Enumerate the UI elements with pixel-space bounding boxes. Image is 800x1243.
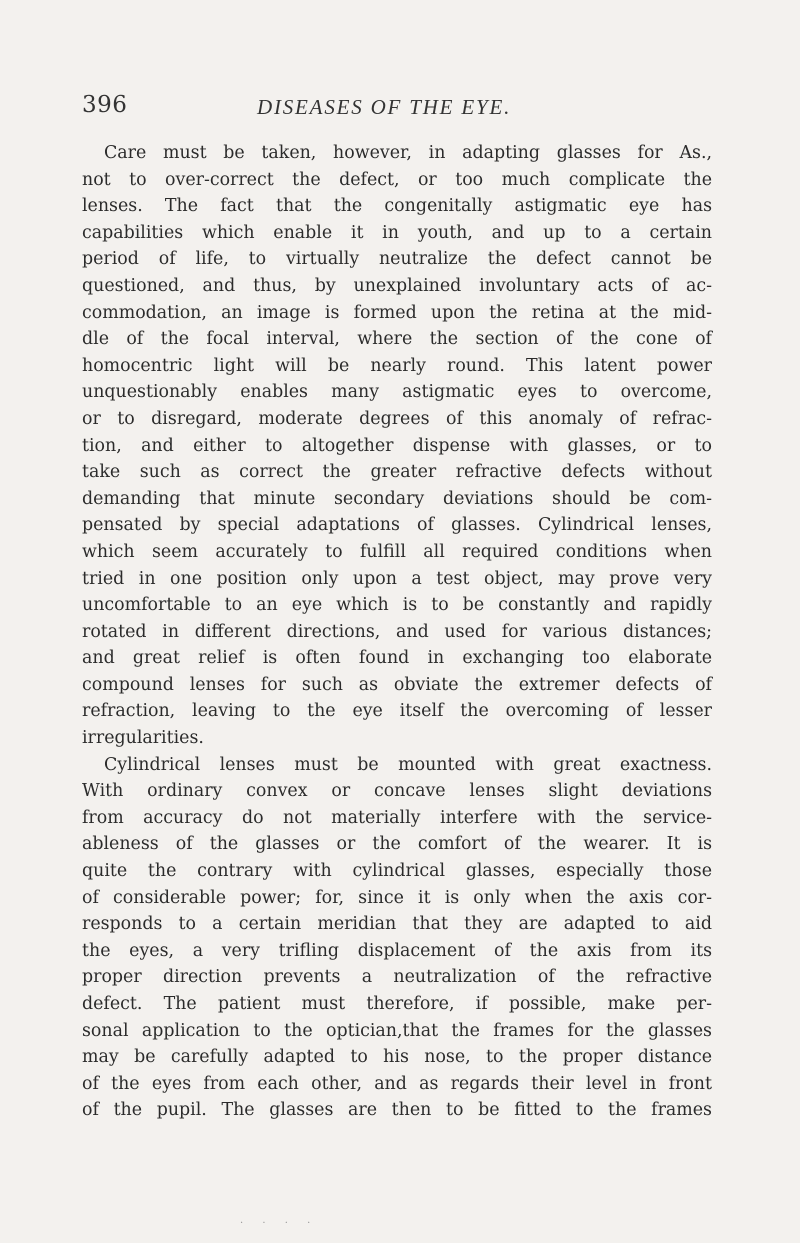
text-line: Cylindrical lenses must be mounted with great exactness. [104,754,712,775]
text-line: pensated by special adaptations of glasses. Cylindrical lenses, [82,515,712,536]
text-line: ableness of the glasses or the comfort of the wearer. It is [82,834,712,855]
text-line: uncomfortable to an eye which is to be constantly and rapidly [82,595,712,616]
text-line: which seem accurately to fulfill all required conditions when [82,541,712,562]
text-line: refraction, leaving to the eye itself the overcoming of lesser [82,701,712,722]
text-line: of the eyes from each other, and as regards their level in front [82,1073,712,1094]
print-smudge: · · · · [240,1218,319,1229]
text-line: compound lenses for such as obviate the extremer defects of [82,674,712,695]
text-line: may be carefully adapted to his nose, to the proper distance [82,1047,712,1068]
text-line: not to over-correct the defect, or too much complicate the [82,169,712,190]
text-line: or to disregard, moderate degrees of this anomaly of refrac- [82,408,712,429]
text-line: quite the contrary with cylindrical glasses, especially those [82,861,712,882]
running-head: DISEASES OF THE EYE. [257,95,512,119]
text-line: homocentric light will be nearly round. This latent power [82,355,712,376]
text-line: With ordinary convex or concave lenses slight deviations [82,781,712,802]
text-line: period of life, to virtually neutralize the defect cannot be [82,249,712,270]
text-line: Care must be taken, however, in adapting glasses for As., [104,143,712,163]
body-text [82,140,712,1124]
text-line: irregularities. [82,728,204,749]
text-line: of the pupil. The glasses are then to be fitted to the frames [82,1100,712,1121]
text-line: from accuracy do not materially interfere with the service- [82,807,712,828]
text-line: take such as correct the greater refractive defects without [82,462,712,483]
text-line: sonal application to the optician,that the frames for the glasses [82,1020,712,1041]
text-line: rotated in different directions, and used for various distances; [82,621,712,642]
text-line: capabilities which enable it in youth, and up to a certain [82,222,712,243]
text-line: defect. The patient must therefore, if possible, make per- [82,994,712,1014]
page-header [82,92,702,126]
page-number: 396 [82,92,128,118]
text-line: commodation, an image is formed upon the retina at the mid- [82,302,712,323]
text-line: and great relief is often found in exchanging too elaborate [82,648,712,669]
text-line: unquestionably enables many astigmatic eyes to overcome, [82,382,712,403]
text-line: the eyes, a very trifling displacement of the axis from its [82,940,712,961]
text-line: tried in one position only upon a test object, may prove very [82,568,712,589]
text-line: questioned, and thus, by unexplained involuntary acts of ac- [82,275,712,296]
text-line: demanding that minute secondary deviations should be com- [82,488,712,509]
text-line: responds to a certain meridian that they are adapted to aid [82,914,712,935]
text-line: of considerable power; for, since it is only when the axis cor- [82,887,712,908]
text-line: proper direction prevents a neutralization of the refractive [82,967,712,988]
text-line: lenses. The fact that the congenitally astigmatic eye has [82,196,712,217]
text-line: dle of the focal interval, where the section of the cone of [82,329,712,350]
text-line: tion, and either to altogether dispense with glasses, or to [82,435,712,456]
